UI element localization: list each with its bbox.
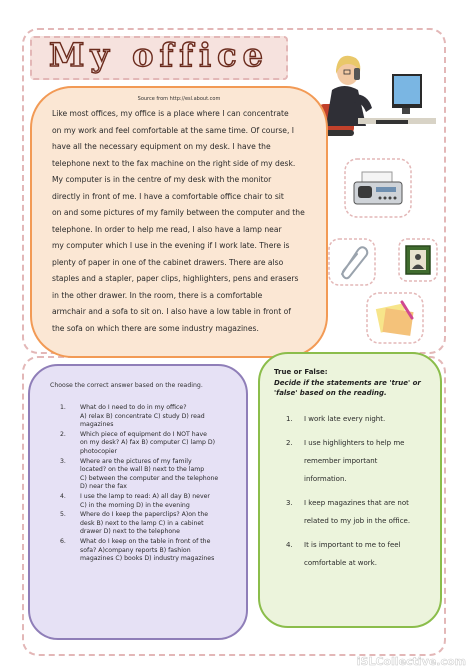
reading-line: telephone next to the fax machine on the right side of my desk. xyxy=(52,158,296,168)
statement-item: 3. I keep magazines that are not related to my job in the office. xyxy=(286,499,411,525)
sticky-notes-icon xyxy=(366,292,424,344)
true-false-instruction: Decide if the statements are 'true' or 'false' based on the reading. xyxy=(274,379,421,397)
reading-line: my computer which I use in the evening if I work late. There is xyxy=(52,241,290,250)
multiple-choice-intro: Choose the correct answer based on the reading. xyxy=(50,382,203,389)
question-list xyxy=(50,404,236,564)
true-false-panel xyxy=(258,352,442,628)
question-item: 6. What do I keep on the table in front of the sofa? A)company reports B) fashion magazines C) books D) industry magazines xyxy=(60,537,215,563)
question-item: 3. Where are the pictures of my family located? on the wall B) next to the lamp C) between the computer and the telephone D) near the fax xyxy=(60,457,219,491)
reading-passage xyxy=(30,86,328,358)
picture-frame-icon xyxy=(398,238,438,282)
statement-item: 2. I use highlighters to help me remember important information. xyxy=(286,439,405,483)
reading-line: directly in front of me. I have a comfortable office chair to sit xyxy=(52,191,284,201)
question-item: 5. Where do I keep the paperclips? A)on the desk B) next to the lamp C) in a cabinet drawer D) next to the telephone xyxy=(60,511,209,536)
multiple-choice-panel xyxy=(28,364,248,640)
reading-line: on and some pictures of my family between the computer and the xyxy=(52,208,305,217)
reading-line: on my work and feel comfortable at the same time. Of course, I xyxy=(52,125,295,135)
question-item: 2. Which piece of equipment do I NOT have on my desk? A) fax B) computer C) lamp D) photocopier xyxy=(60,430,216,455)
reading-line: Like most offices, my office is a place where I can concentrate xyxy=(52,109,289,118)
site-watermark: iSLCollective.com xyxy=(356,655,466,668)
question-item: 4. I use the lamp to read: A) all day B) never C) in the morning D) in the evening xyxy=(60,492,210,509)
reading-line: plenty of paper in one of the cabinet drawers. There are also xyxy=(52,257,284,267)
statement-item: 1. I work late every night. xyxy=(286,415,386,423)
reading-line: have all the necessary equipment on my desk. I have the xyxy=(52,142,271,151)
reading-line: in the other drawer. In the room, there is a comfortable xyxy=(52,290,263,300)
fax-machine-icon xyxy=(344,158,412,218)
statement-list xyxy=(274,410,434,572)
true-false-title: True or False: xyxy=(274,368,328,376)
reading-line: armchair and a sofa to sit on. I also have a low table in front of xyxy=(52,307,291,316)
reading-text xyxy=(52,106,308,337)
statement-item: 4. It is important to me to feel comfortable at work. xyxy=(286,541,401,567)
reading-line: My computer is in the centre of my desk with the monitor xyxy=(52,175,272,184)
reading-line: telephone. In order to help me read, I also have a lamp near xyxy=(52,224,282,234)
paperclip-icon xyxy=(328,238,376,286)
title-box xyxy=(30,36,288,80)
question-item: 1. What do I need to do in my office? A) relax B) concentrate C) study D) read magazines xyxy=(60,404,205,429)
reading-line: staples and a stapler, paper clips, highlighters, pens and erasers xyxy=(52,274,299,283)
reading-line: the sofa on which there are some industry magazines. xyxy=(52,323,259,333)
page-title: My office xyxy=(48,36,270,74)
source-note: Source from http://esl.about.com xyxy=(137,96,221,102)
